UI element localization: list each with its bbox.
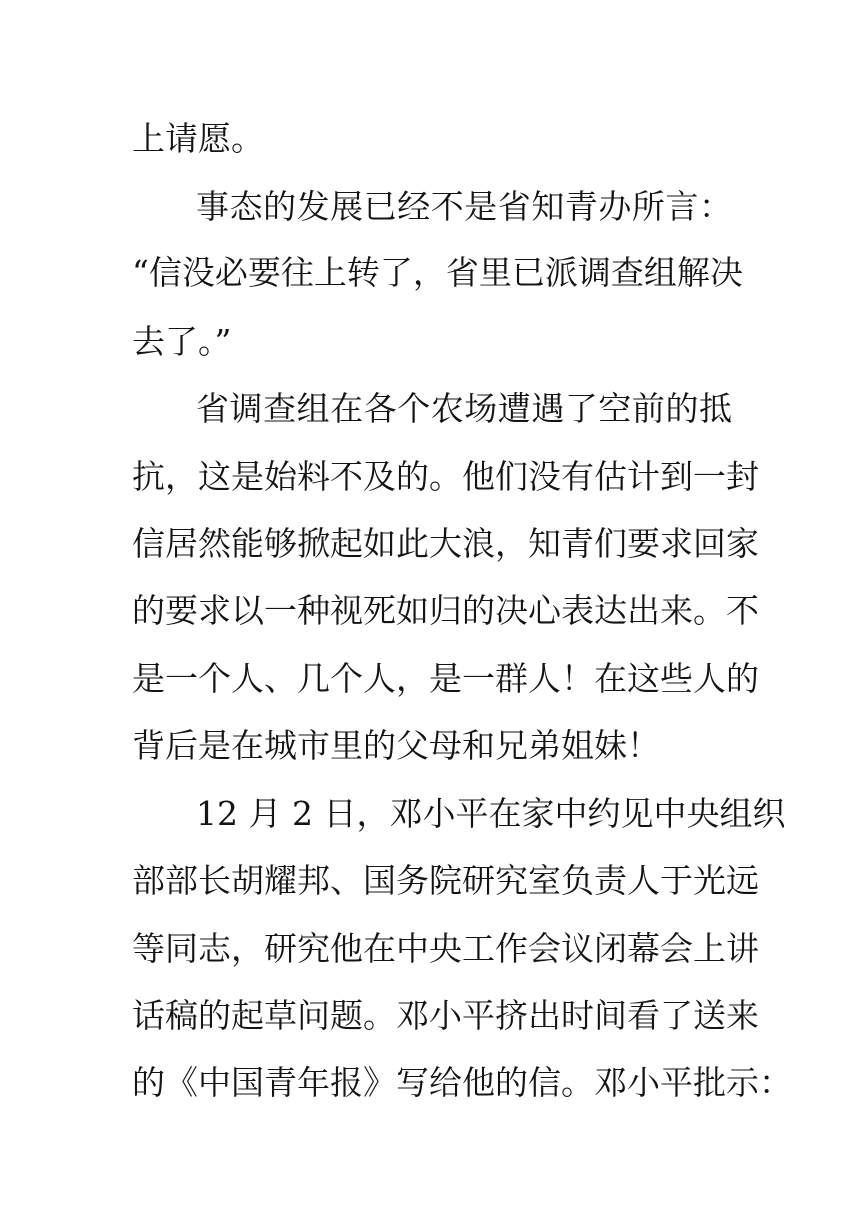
text-line: 是一个人、几个人，是一群人！在这些人的 — [132, 659, 759, 698]
text-line: 去了。” — [132, 322, 232, 361]
text-line: 信居然能够掀起如此大浪，知青们要求回家 — [132, 524, 759, 563]
text-line: 的《中国青年报》写给他的信。邓小平批示： — [132, 1063, 792, 1102]
text-line: “信没必要往上转了，省里已派调查组解决 — [132, 253, 743, 292]
text-line: 的要求以一种视死如归的决心表达出来。不 — [132, 591, 759, 630]
text-line: 部部长胡耀邦、国务院研究室负责人于光远 — [132, 861, 759, 900]
text-line: 上请愿。 — [132, 119, 264, 158]
text-line: 抗，这是始料不及的。他们没有估计到一封 — [132, 457, 759, 496]
text-line: 话稿的起草问题。邓小平挤出时间看了送来 — [132, 996, 759, 1035]
paragraph-first-line: 事态的发展已经不是省知青办所言： — [196, 187, 732, 226]
paragraph-first-line: 12 月 2 日，邓小平在家中约见中央组织 — [196, 794, 786, 833]
text-line: 等同志，研究他在中央工作会议闭幕会上讲 — [132, 929, 759, 968]
text-line: 背后是在城市里的父母和兄弟姐妹！ — [132, 726, 660, 765]
paragraph-first-line: 省调查组在各个农场遭遇了空前的抵 — [196, 389, 732, 428]
